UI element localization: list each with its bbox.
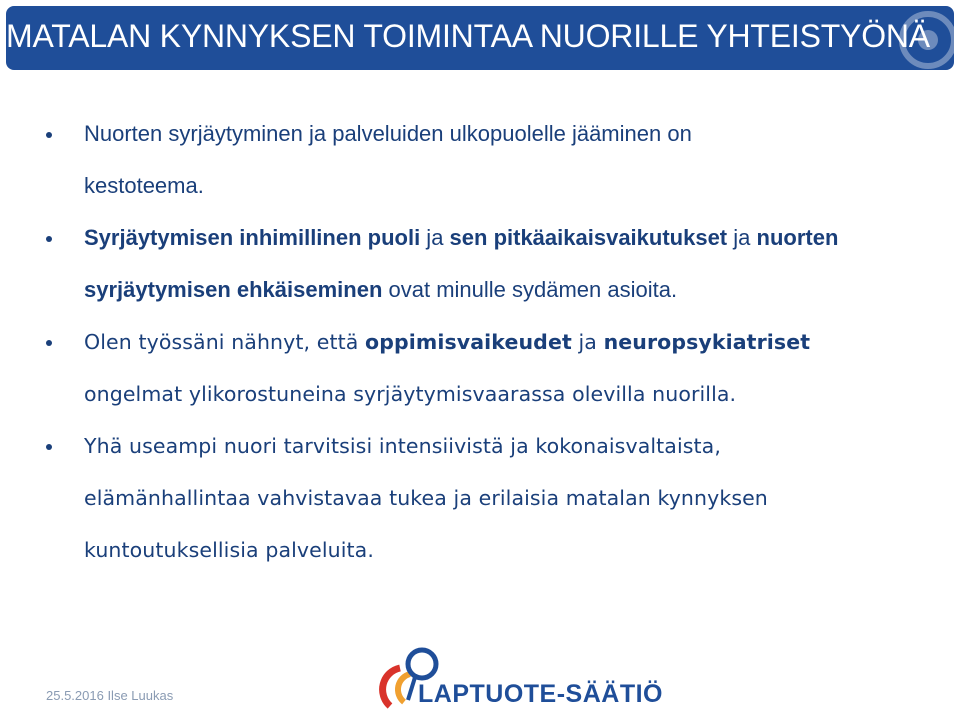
bullet-text-line: Yhä useampi nuori tarvitsisi intensiivistä ja kokonaisvaltaista, [84, 434, 721, 458]
bullet-text-line: kuntoutuksellisia palveluita. [84, 538, 374, 562]
footer-date-author: 25.5.2016 Ilse Luukas [46, 688, 174, 703]
bold-phrase: nuorten [756, 225, 839, 250]
bullet-item [40, 316, 920, 420]
bullet-dot-icon [46, 444, 52, 450]
bullet-item [40, 108, 920, 212]
bullet-text-line: elämänhallintaa vahvistavaa tukea ja erilaisia matalan kynnyksen [84, 486, 768, 510]
bullet-list [40, 108, 920, 576]
bullet-text-line: ongelmat ylikorostuneina syrjäytymisvaarassa olevilla nuorilla. [84, 382, 737, 406]
bullet-text: ja [727, 225, 757, 250]
logo-wordmark: LAPTUOTE-SÄÄTIÖ [418, 680, 663, 708]
bold-phrase: syrjäytymisen ehkäiseminen [84, 277, 383, 302]
bold-phrase: neuropsykiatriset [603, 330, 811, 354]
slide-title: MATALAN KYNNYKSEN TOIMINTAA NUORILLE YHTEISTYÖNÄ [6, 18, 930, 54]
bullet-text-line: Nuorten syrjäytyminen ja palveluiden ulkopuolelle jääminen on [84, 121, 692, 146]
bullet-dot-icon [46, 236, 52, 242]
bold-phrase: sen pitkäaikaisvaikutukset [449, 225, 728, 250]
bullet-item [40, 420, 920, 576]
bullet-item [40, 212, 920, 316]
bullet-text: ja [571, 330, 604, 354]
bullet-dot-icon [46, 340, 52, 346]
bold-phrase: Syrjäytymisen inhimillinen puoli [84, 225, 421, 250]
bullet-text: ja [420, 225, 450, 250]
emblem-icon [896, 8, 954, 70]
bullet-dot-icon [46, 132, 52, 138]
title-bar [6, 6, 954, 70]
bullet-text: ovat minulle sydämen asioita. [382, 277, 678, 302]
bold-phrase: oppimisvaikeudet [365, 330, 572, 354]
bullet-text: Olen työssäni nähnyt, että [84, 330, 366, 354]
bullet-text-line: kestoteema. [84, 173, 204, 198]
